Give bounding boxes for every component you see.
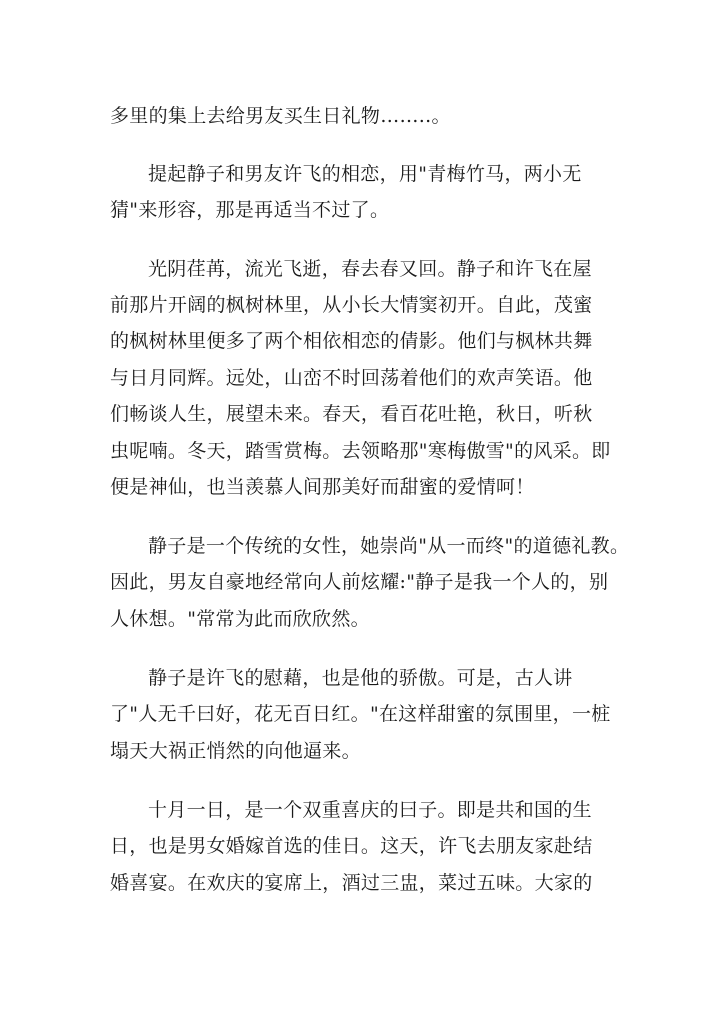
text-line: 了"人无千曰好，花无百日红。"在这样甜蜜的氛围里，一桩 <box>110 703 611 725</box>
paragraph-first-line: 十月一日，是一个双重喜庆的曰子。即是共和国的生 <box>148 799 592 821</box>
text-line: 与日月同辉。远处，山峦不时回荡着他们的欢声笑语。他 <box>110 367 593 389</box>
text-line: 猜"来形容，那是再适当不过了。 <box>110 199 390 221</box>
paragraph-first-line: 光阴荏苒，流光飞逝，春去春又回。静子和许飞在屋 <box>148 258 592 280</box>
text-line: 便是神仙，也当羡慕人间那美好而甜蜜的爱情呵！ <box>110 476 535 498</box>
paragraph-first-line: 静子是许飞的慰藉，也是他的骄傲。可是，古人讲 <box>148 667 573 689</box>
text-line: 日，也是男女婚嫁首选的佳日。这天，许飞去朋友家赴结 <box>110 835 593 857</box>
text-line: 的枫树林里便多了两个相依相恋的倩影。他们与枫林共舞 <box>110 330 593 352</box>
text-line: 人休想。"常常为此而欣欣然。 <box>110 608 370 630</box>
text-line: 婚喜宴。在欢庆的宴席上，酒过三盅，菜过五味。大家的 <box>110 872 593 894</box>
text-line: 虫呢喃。冬天，踏雪赏梅。去领略那"寒梅傲雪"的风采。即 <box>110 440 611 462</box>
text-line: 塌天大祸正悄然的向他逼来。 <box>110 740 361 762</box>
text-line: 因此，男友自豪地经常向人前炫耀:"静子是我一个人的，别 <box>110 571 609 593</box>
text-line: 们畅谈人生，展望未来。春天，看百花吐艳，秋日，听秋 <box>110 403 593 425</box>
text-line: 多里的集上去给男友买生日礼物……..。 <box>110 105 451 127</box>
paragraph-first-line: 提起静子和男友许飞的相恋，用"青梅竹马，两小无 <box>148 163 582 185</box>
paragraph-first-line: 静子是一个传统的女性，她崇尚"从一而终"的道德礼教。 <box>148 535 630 557</box>
text-line: 前那片开阔的枫树林里，从小长大情窦初开。自此，茂蜜 <box>110 294 593 316</box>
